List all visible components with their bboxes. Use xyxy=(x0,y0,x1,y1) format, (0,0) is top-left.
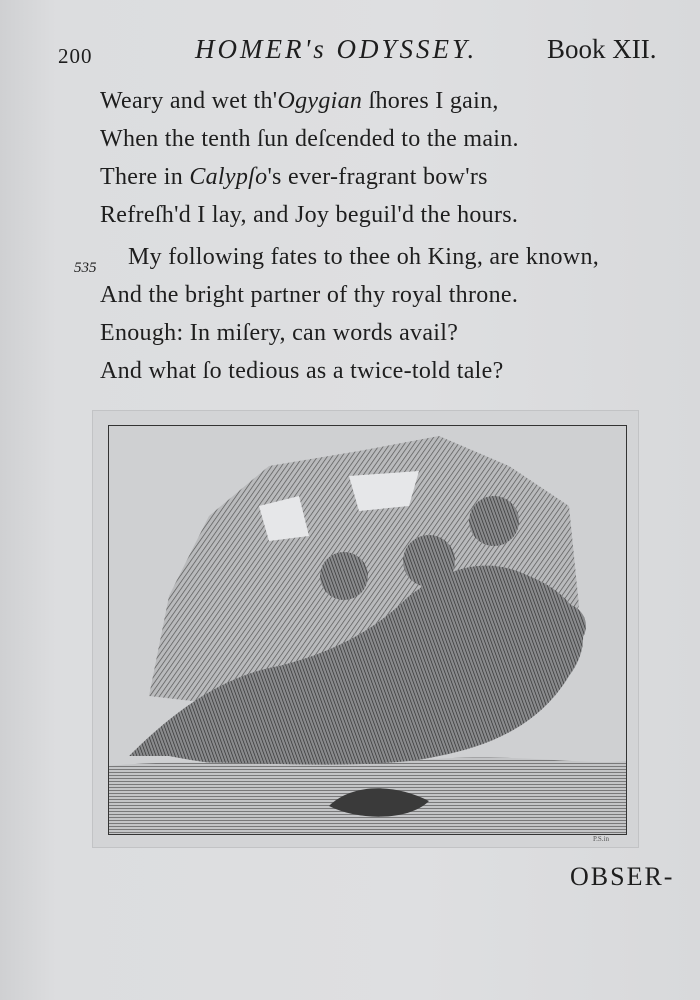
verse-text: And the bright partner of thy royal throne. xyxy=(100,282,519,308)
verse-text: Calypſo xyxy=(189,164,268,190)
verse-line xyxy=(100,88,499,115)
book-numeral: XII. xyxy=(612,34,657,64)
verse-text: There in xyxy=(100,164,190,190)
line-number: 535 xyxy=(74,260,97,276)
monster-head xyxy=(469,496,519,546)
monster-head xyxy=(320,552,368,600)
verse-line xyxy=(100,320,458,347)
engraver-signature: P.S.in xyxy=(593,835,609,843)
verse-line xyxy=(128,244,599,271)
verse-text: Weary and wet th' xyxy=(100,88,278,114)
page-number: 200 xyxy=(58,44,93,68)
verse-text: My following fates to thee oh King, are known, xyxy=(128,244,600,270)
verse-text: Ogygian xyxy=(277,88,363,114)
catchword: OBSER- xyxy=(570,862,675,891)
engraving-plate xyxy=(92,410,639,848)
verse-text: ſhores I gain, xyxy=(362,88,499,114)
book-number xyxy=(547,34,657,65)
book-label: Book xyxy=(547,34,606,64)
monster-head xyxy=(403,535,455,587)
running-title: HOMER's ODYSSEY. xyxy=(195,34,478,64)
monster-head xyxy=(542,604,586,648)
verse-text: 's ever-fragrant bow'rs xyxy=(267,164,488,190)
verse-text: And what ſo tedious as a twice-told tale? xyxy=(100,358,504,384)
verse-text: Enough: In miſery, can words avail? xyxy=(100,320,459,346)
engraving-image xyxy=(109,426,626,834)
verse-line xyxy=(100,282,518,309)
verse-line xyxy=(100,358,504,385)
verse-text: Refreſh'd I lay, and Joy beguil'd the hours. xyxy=(100,202,519,228)
verse-text: When the tenth ſun deſcended to the main. xyxy=(100,126,519,152)
verse-line xyxy=(100,202,518,229)
engraving-scylla xyxy=(108,425,627,835)
verse-line xyxy=(100,126,519,153)
verse-line xyxy=(100,164,488,191)
